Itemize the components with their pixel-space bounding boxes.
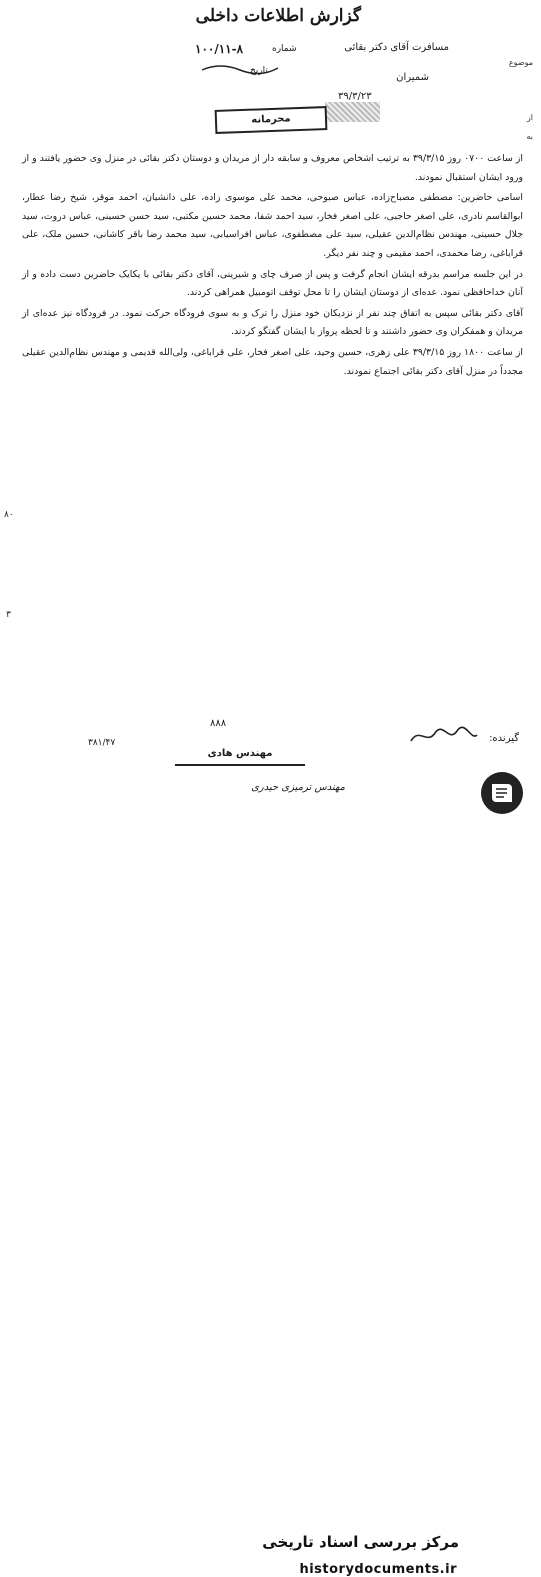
archive-url: historydocuments.ir	[299, 1562, 457, 1577]
archive-number: ۳۸۱/۴۷	[88, 738, 116, 748]
subject-value: مسافرت آقای دکتر بقائی	[344, 42, 449, 53]
smudged-area	[325, 102, 380, 122]
document-scroll-icon	[479, 770, 525, 816]
stamp-number: ۳۹/۳/۲۳	[338, 91, 372, 102]
from-label: از	[526, 113, 533, 122]
body-paragraph: در این جلسه مراسم بدرقه ایشان انجام گرفت و پس از صرف چای و شیرینی، آقای دکتر بقائی با یکایک حاضرین دست داده و از آنان خداحافظی نمود. عده‌ای از دوستان ایشان را تا محل توقف اتومبیل همراهی کردند.	[22, 268, 523, 299]
margin-note: ۳	[6, 610, 11, 620]
report-body	[22, 150, 523, 381]
recipient-signature	[409, 725, 479, 747]
confidential-stamp: محرمانه	[215, 106, 328, 134]
to-label: به	[526, 132, 533, 141]
body-paragraph: آقای دکتر بقائی سپس به اتفاق چند نفر از نزدیکان خود منزل را ترک و به سوی فرودگاه حرکت نمود. در فرودگاه نیز عده‌ای از مریدان و همفکران وی حضور داشتند و تا لحظه پرواز با ایشان گفتگو کردند.	[22, 307, 523, 338]
city-value: شمیران	[396, 72, 429, 83]
body-paragraph: از ساعت ۰۷۰۰ روز ۳۹/۳/۱۵ به ترتیب اشخاص معروف و سابقه دار از مریدان و دوستان دکتر بقائی در منزل وی حضور یافتند و از ورود ایشان استقبال نمودند.	[22, 153, 524, 183]
recipient-label: گیرنده:	[489, 733, 519, 744]
signature-mark: ۸۸۸	[210, 718, 227, 729]
signature-name: مهندس هادی	[175, 748, 305, 766]
date-label: تاریخ	[250, 66, 268, 76]
watermark-footer	[0, 767, 541, 1577]
archive-name: مرکز بررسی اسناد تاریخی	[262, 1533, 459, 1551]
margin-note: ۸۰	[4, 510, 14, 520]
subject-label: موضوع	[508, 58, 533, 67]
number-label: شماره	[272, 44, 297, 54]
signature-subline: مهندس ترمیزی حیدری	[251, 782, 345, 793]
date-scribble	[200, 60, 280, 76]
document-title: گزارش اطلاعات داخلی	[195, 6, 361, 26]
body-paragraph: اسامی حاضرین: مصطفی مصباح‌زاده، عباس صبوحی، محمد علی موسوی زاده، علی دانشیان، احمد موقر، شیخ رضا عطار، ابوالقاسم نادری، علی اصغر حاجبی، علی اصغر فخار، سید احمد شفا، محمد حسین مکتبی، سید حسن حسینی، عباس دروت، سید جلال حسینی، مهندس نظام‌الدین عقیلی، سید علی مصطفوی، عباس افراسیابی، سید محمد رضا باقر کاشانی، حسین ملک، علی قراباغی، رضا محمدی، احمد مقیمی و چند نفر دیگر.	[22, 192, 523, 259]
body-paragraph: از ساعت ۱۸۰۰ روز ۳۹/۳/۱۵ علی زهری، حسین وحید، علی اصغر فخار، علی قراباغی، ولی‌الله قدیمی و مهندس نظام‌الدین عقیلی مجدداً در منزل آقای دکتر بقائی اجتماع نمودند.	[22, 346, 523, 377]
reference-number: ۱۰۰/۱۱-۸	[195, 42, 244, 56]
